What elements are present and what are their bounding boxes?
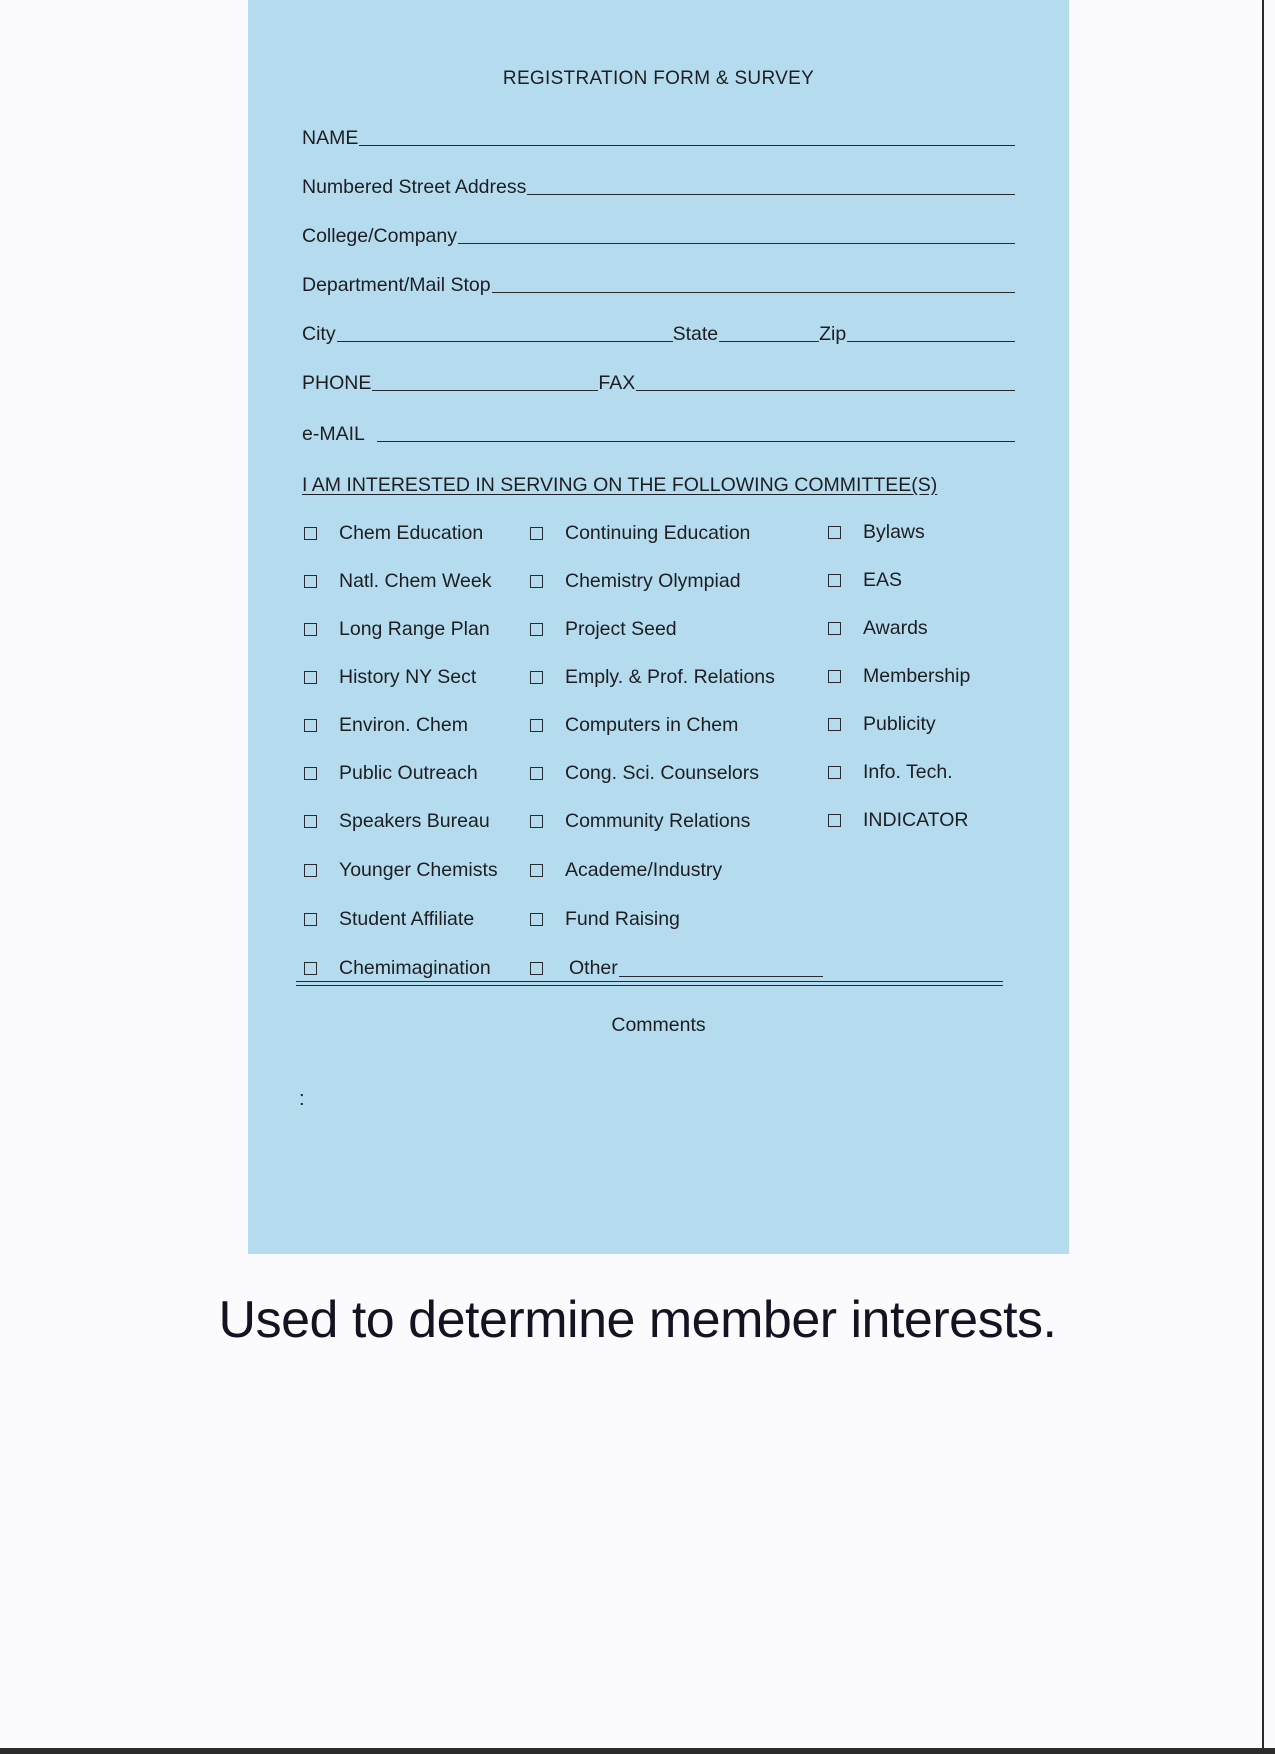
email-field-row	[302, 414, 1015, 444]
scan-edge-right	[1262, 0, 1264, 1754]
committee-option[interactable]: Continuing Education	[530, 522, 750, 545]
committee-option[interactable]: Membership	[828, 665, 970, 688]
committee-option[interactable]: Chemistry Olympiad	[530, 570, 741, 593]
committee-option[interactable]: Younger Chemists	[304, 859, 498, 882]
checkbox-icon[interactable]	[530, 527, 543, 540]
checkbox-icon[interactable]	[530, 719, 543, 732]
committee-option[interactable]: Chemimagination	[304, 957, 491, 980]
divider-rule	[296, 981, 1003, 982]
committees-heading: I AM INTERESTED IN SERVING ON THE FOLLOWING COMMITTEE(S)	[302, 474, 938, 496]
state-label: State	[672, 323, 719, 345]
checkbox-icon[interactable]	[530, 767, 543, 780]
checkbox-icon[interactable]	[530, 623, 543, 636]
committee-option[interactable]: Cong. Sci. Counselors	[530, 762, 759, 785]
department-label: Department/Mail Stop	[302, 274, 491, 296]
caption: Used to determine member interests.	[218, 1291, 1057, 1349]
department-field-row	[302, 265, 1015, 295]
checkbox-icon[interactable]	[304, 575, 317, 588]
committee-option[interactable]: Emply. & Prof. Relations	[530, 666, 775, 689]
committee-option[interactable]: Student Affiliate	[304, 908, 474, 931]
registration-form-sheet	[248, 0, 1069, 1254]
checkbox-icon[interactable]	[304, 719, 317, 732]
committee-option[interactable]: Awards	[828, 617, 928, 640]
state-input-line[interactable]	[719, 341, 819, 342]
checkbox-icon[interactable]	[304, 767, 317, 780]
scan-edge-bottom	[0, 1748, 1275, 1754]
checkbox-icon[interactable]	[530, 671, 543, 684]
committee-option[interactable]: EAS	[828, 569, 902, 592]
department-input-line[interactable]	[492, 292, 1015, 293]
city-input-line[interactable]	[337, 341, 673, 342]
form-title: REGISTRATION FORM & SURVEY	[502, 68, 815, 89]
checkbox-icon[interactable]	[304, 623, 317, 636]
phone-label: PHONE	[302, 372, 372, 394]
college-field-row	[302, 216, 1015, 246]
street-input-line[interactable]	[527, 194, 1015, 195]
street-field-row	[302, 167, 1015, 197]
committee-option[interactable]: INDICATOR	[828, 809, 968, 832]
checkbox-icon[interactable]	[530, 962, 543, 975]
comments-label: Comments	[611, 1014, 706, 1036]
checkbox-icon[interactable]	[828, 718, 841, 731]
checkbox-icon[interactable]	[530, 913, 543, 926]
checkbox-icon[interactable]	[304, 962, 317, 975]
committee-option[interactable]: Computers in Chem	[530, 714, 738, 737]
phone-input-line[interactable]	[372, 390, 598, 391]
committee-option[interactable]: Public Outreach	[304, 762, 478, 785]
name-label: NAME	[302, 127, 359, 149]
committee-option[interactable]: Long Range Plan	[304, 618, 490, 641]
committee-option[interactable]: Environ. Chem	[304, 714, 468, 737]
committee-option[interactable]: Project Seed	[530, 618, 677, 641]
email-input-line[interactable]	[377, 441, 1015, 442]
checkbox-icon[interactable]	[304, 864, 317, 877]
street-label: Numbered Street Address	[302, 176, 527, 198]
fax-input-line[interactable]	[636, 390, 1015, 391]
name-field-row	[302, 118, 1015, 148]
committee-option[interactable]: Info. Tech.	[828, 761, 953, 784]
other-input-line[interactable]	[619, 960, 823, 977]
checkbox-icon[interactable]	[828, 574, 841, 587]
fax-label: FAX	[598, 372, 636, 394]
checkbox-icon[interactable]	[304, 913, 317, 926]
checkbox-icon[interactable]	[828, 622, 841, 635]
committee-option[interactable]: Natl. Chem Week	[304, 570, 491, 593]
phone-fax-row	[302, 363, 1015, 393]
checkbox-icon[interactable]	[304, 815, 317, 828]
name-input-line[interactable]	[359, 145, 1015, 146]
checkbox-icon[interactable]	[828, 670, 841, 683]
committee-option[interactable]: Fund Raising	[530, 908, 680, 931]
colon-mark: :	[299, 1088, 305, 1110]
checkbox-icon[interactable]	[828, 766, 841, 779]
committee-option[interactable]: Bylaws	[828, 521, 925, 544]
college-input-line[interactable]	[458, 243, 1015, 244]
committee-option[interactable]: Academe/Industry	[530, 859, 722, 882]
committee-option[interactable]: Publicity	[828, 713, 936, 736]
committee-option[interactable]: Speakers Bureau	[304, 810, 490, 833]
checkbox-icon[interactable]	[304, 527, 317, 540]
college-label: College/Company	[302, 225, 458, 247]
divider-rule	[296, 985, 1003, 986]
checkbox-icon[interactable]	[304, 671, 317, 684]
checkbox-icon[interactable]	[828, 526, 841, 539]
checkbox-icon[interactable]	[530, 815, 543, 828]
city-label: City	[302, 323, 336, 345]
committee-option[interactable]: Chem Education	[304, 522, 483, 545]
committee-option[interactable]: History NY Sect	[304, 666, 476, 689]
checkbox-icon[interactable]	[530, 864, 543, 877]
zip-input-line[interactable]	[847, 341, 1015, 342]
checkbox-icon[interactable]	[828, 814, 841, 827]
committee-option-other[interactable]: Other	[530, 957, 823, 980]
zip-label: Zip	[819, 323, 847, 345]
comments-area[interactable]	[248, 1018, 1069, 1238]
committee-option[interactable]: Community Relations	[530, 810, 750, 833]
email-label: e-MAIL	[302, 423, 365, 445]
checkbox-icon[interactable]	[530, 575, 543, 588]
city-state-zip-row	[302, 314, 1015, 344]
